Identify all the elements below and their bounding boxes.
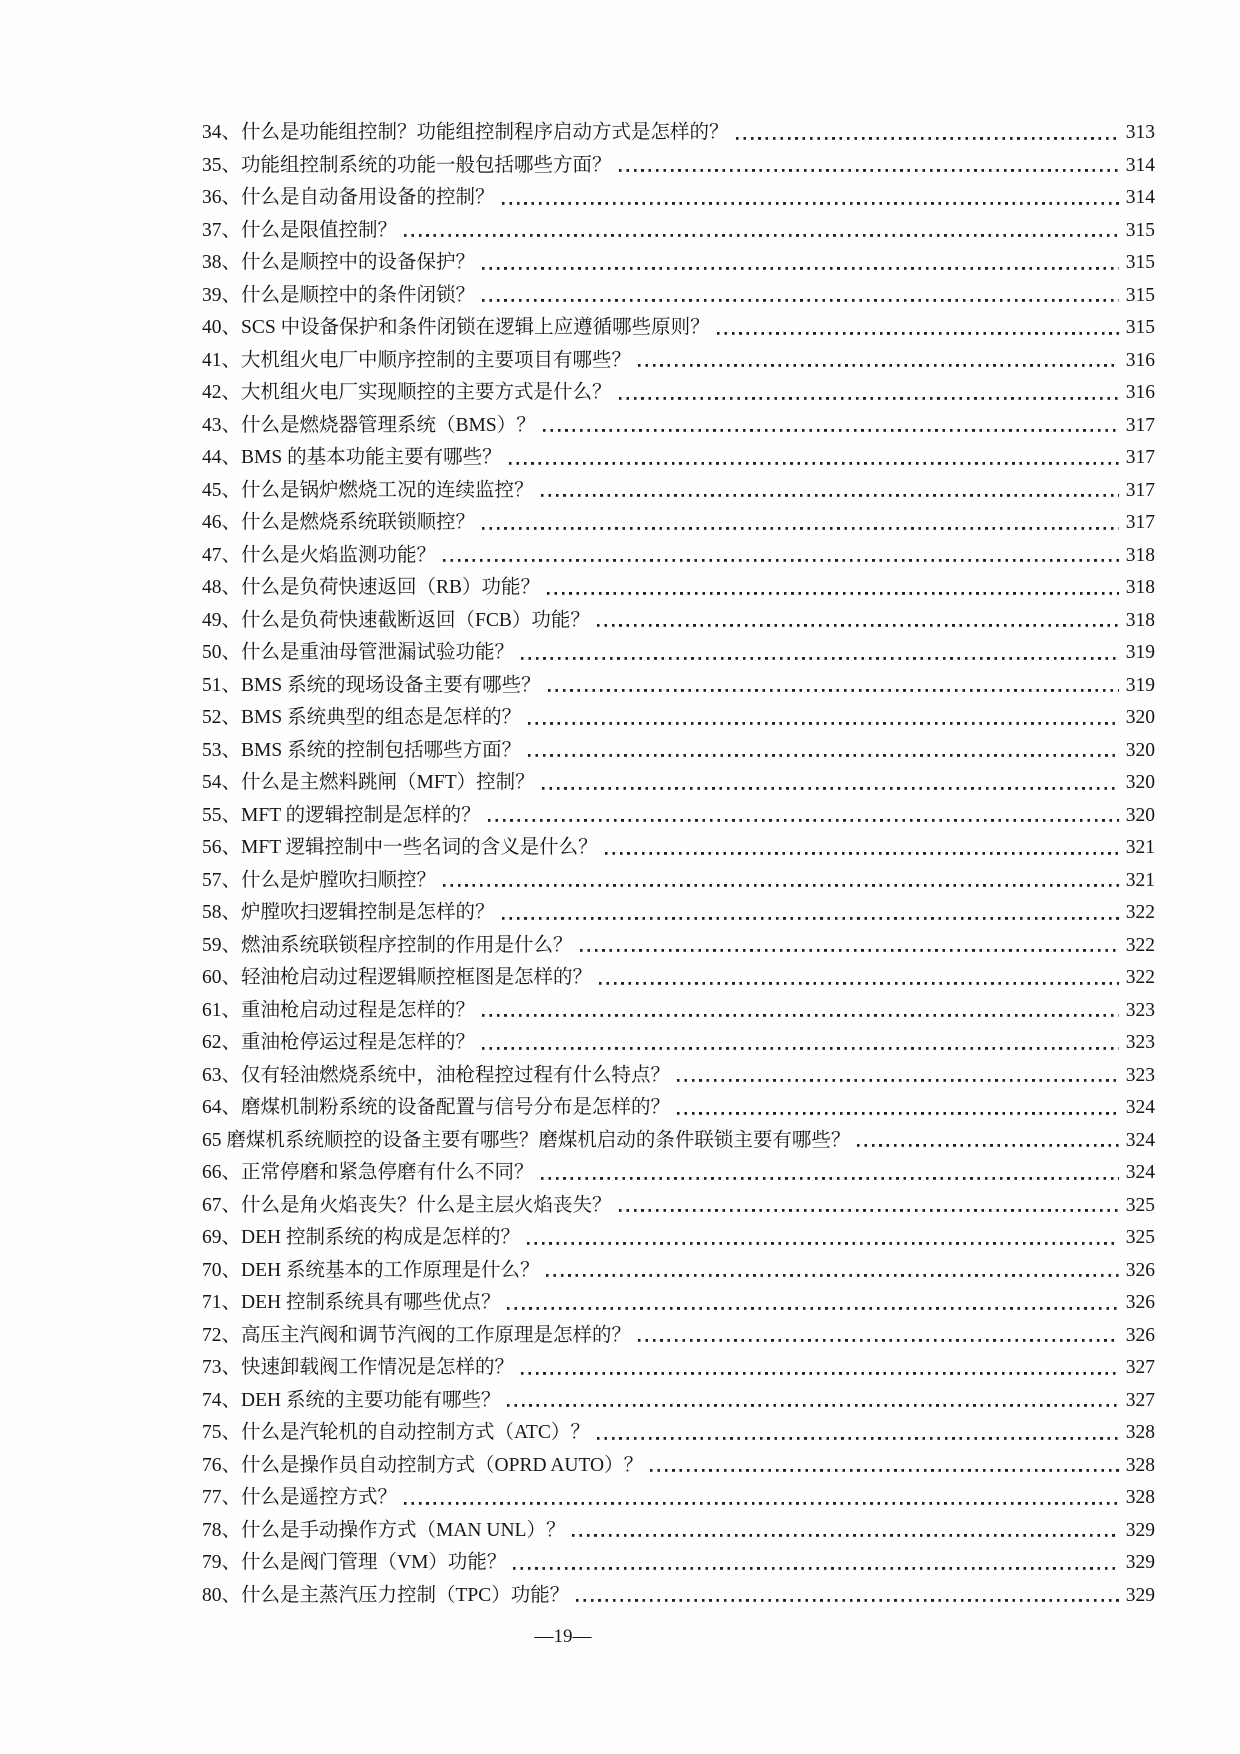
toc-entry-page: 329 [1125,1552,1155,1573]
toc-entry-title: MFT 逻辑控制中一些名词的含义是什么？ [241,837,598,858]
toc-entry-page: 328 [1125,1422,1155,1443]
dot-leader [521,637,1119,670]
toc-entry-page: 326 [1125,1292,1155,1313]
toc-entry[interactable] [202,247,1155,280]
toc-entry[interactable] [202,1092,1155,1125]
toc-entry-page: 318 [1125,544,1155,566]
toc-entry-number: 45、 [202,479,242,501]
dot-leader [638,345,1119,378]
toc-entry-title: 炉膛吹扫逻辑控制是怎样的？ [241,902,495,923]
toc-entry[interactable] [202,930,1155,963]
toc-entry-number: 54、 [202,772,242,793]
toc-entry[interactable] [202,1580,1155,1613]
toc-entry[interactable] [202,1157,1155,1190]
toc-entry-title: SCS 中设备保护和条件闭锁在逻辑上应遵循哪些原则？ [241,317,710,338]
toc-entry[interactable] [202,182,1155,215]
toc-entry-page: 315 [1125,284,1155,306]
toc-entry-page: 315 [1125,317,1155,338]
toc-entry-title: 大机组火电厂实现顺控的主要方式是什么？ [241,382,612,403]
dot-leader [597,1417,1119,1450]
toc-entry-page: 319 [1125,642,1155,663]
toc-entry-number: 56、 [202,837,242,858]
toc-entry-number: 38、 [202,252,242,273]
dot-leader [482,280,1119,313]
toc-entry-page: 317 [1125,414,1155,436]
toc-entry-number: 55、 [202,804,242,826]
toc-entry[interactable] [202,540,1155,573]
toc-entry[interactable] [202,735,1155,768]
toc-entry-number: 62、 [202,1032,242,1053]
dot-leader [541,1157,1119,1190]
toc-entry-number: 75、 [202,1422,242,1443]
dot-leader [572,1515,1119,1548]
toc-entry[interactable] [202,1060,1155,1093]
toc-entry-title: 重油枪停运过程是怎样的？ [241,1032,476,1053]
toc-entry-title: 什么是遥控方式？ [241,1487,398,1508]
toc-entry-title: 什么是燃烧系统联锁顺控？ [241,512,476,533]
toc-entry-number: 47、 [202,544,242,566]
toc-entry-page: 329 [1125,1519,1155,1541]
toc-entry-title: BMS 系统的现场设备主要有哪些？ [241,674,541,696]
toc-entry-page: 315 [1125,219,1155,241]
toc-entry-title: DEH 系统的主要功能有哪些？ [241,1389,501,1411]
toc-entry-page: 322 [1125,967,1155,988]
toc-entry-title: 大机组火电厂中顺序控制的主要项目有哪些？ [241,349,632,371]
dot-leader [619,1190,1119,1223]
toc-entry[interactable] [202,670,1155,703]
toc-entry-page: 315 [1125,252,1155,273]
dot-leader [605,832,1119,865]
toc-entry-number: 65 [202,1129,227,1151]
dot-leader [482,507,1119,540]
toc-entry-number: 61、 [202,999,242,1021]
toc-entry-page: 323 [1125,1064,1155,1086]
toc-entry[interactable] [202,1222,1155,1255]
dot-leader [638,1320,1119,1353]
dot-leader [541,475,1119,508]
dot-leader [507,1385,1119,1418]
toc-entry[interactable] [202,507,1155,540]
toc-entry[interactable] [202,475,1155,508]
toc-entry[interactable] [202,1385,1155,1418]
toc-entry-number: 43、 [202,414,242,436]
toc-entry[interactable] [202,605,1155,638]
toc-entry[interactable] [202,1320,1155,1353]
toc-entry-page: 320 [1125,739,1155,761]
toc-entry-number: 46、 [202,512,242,533]
toc-entry-title: 什么是操作员自动控制方式（OPRD AUTO）？ [241,1454,644,1476]
toc-entry-number: 37、 [202,219,242,241]
toc-entry-title: 重油枪启动过程是怎样的？ [241,999,476,1021]
toc-entry-number: 60、 [202,967,242,988]
toc-entry-page: 317 [1125,479,1155,501]
toc-entry[interactable] [202,800,1155,833]
toc-entry-page: 319 [1125,674,1155,696]
toc-entry-title: DEH 控制系统的构成是怎样的？ [241,1227,520,1248]
toc-entry[interactable] [202,1547,1155,1580]
toc-entry[interactable] [202,280,1155,313]
toc-entry-title: 磨煤机制粉系统的设备配置与信号分布是怎样的？ [241,1097,671,1118]
toc-entry-title: MFT 的逻辑控制是怎样的？ [241,804,481,826]
toc-entry[interactable] [202,312,1155,345]
toc-entry-title: 什么是阀门管理（VM）功能？ [241,1552,507,1573]
dot-leader [528,702,1119,735]
toc-entry[interactable] [202,767,1155,800]
dot-leader [482,995,1119,1028]
toc-entry[interactable] [202,865,1155,898]
toc-entry-title: 什么是主蒸汽压力控制（TPC）功能？ [241,1584,570,1606]
toc-entry-number: 50、 [202,642,242,663]
dot-leader [404,1482,1119,1515]
toc-entry-page: 320 [1125,804,1155,826]
dot-leader [650,1450,1119,1483]
dot-leader [677,1060,1119,1093]
toc-entry[interactable] [202,1417,1155,1450]
toc-entry-page: 328 [1125,1454,1155,1476]
toc-entry-number: 71、 [202,1292,242,1313]
toc-entry[interactable] [202,1482,1155,1515]
toc-entry[interactable] [202,995,1155,1028]
toc-entry-title: 轻油枪启动过程逻辑顺控框图是怎样的？ [241,967,593,988]
toc-entry-page: 316 [1125,382,1155,403]
dot-leader [443,540,1119,573]
toc-entry-number: 70、 [202,1259,242,1281]
toc-entry-title: 什么是炉膛吹扫顺控？ [241,869,437,891]
toc-entry-title: 什么是负荷快速截断返回（FCB）功能？ [241,609,590,631]
toc-entry-title: 高压主汽阀和调节汽阀的工作原理是怎样的？ [241,1324,632,1346]
toc-entry[interactable] [202,345,1155,378]
dot-leader [580,930,1119,963]
toc-entry-number: 69、 [202,1227,242,1248]
toc-entry[interactable] [202,1352,1155,1385]
toc-entry-page: 321 [1125,869,1155,891]
dot-leader [528,735,1119,768]
toc-entry-title: 什么是手动操作方式（MAN UNL）？ [241,1519,566,1541]
toc-entry[interactable] [202,150,1155,183]
toc-entry[interactable] [202,637,1155,670]
dot-leader [597,605,1119,638]
toc-entry[interactable] [202,1515,1155,1548]
dot-leader [548,670,1119,703]
toc-entry-number: 67、 [202,1194,242,1216]
dot-leader [507,1287,1119,1320]
toc-entry-number: 77、 [202,1487,242,1508]
toc-entry-page: 322 [1125,902,1155,923]
dot-leader [527,1222,1119,1255]
toc-entry-title: 快速卸载阀工作情况是怎样的？ [241,1357,515,1378]
toc-entry-number: 40、 [202,317,242,338]
toc-entry-page: 327 [1125,1357,1155,1378]
dot-leader [502,182,1119,215]
dot-leader [488,800,1119,833]
toc-entry-page: 325 [1125,1227,1155,1248]
toc-entry-title: DEH 控制系统具有哪些优点？ [241,1292,501,1313]
toc-entry-number: 78、 [202,1519,242,1541]
toc-entry-page: 324 [1125,1129,1155,1151]
toc-entry-number: 59、 [202,934,242,956]
dot-leader [599,962,1119,995]
toc-entry-number: 39、 [202,284,242,306]
dot-leader [513,1547,1119,1580]
toc-entry-title: BMS 系统典型的组态是怎样的？ [241,707,522,728]
toc-entry-page: 323 [1125,999,1155,1021]
toc-entry-number: 44、 [202,447,242,468]
dot-leader [502,897,1119,930]
toc-entry-number: 76、 [202,1454,242,1476]
toc-entry-title: 磨煤机系统顺控的设备主要有哪些？磨煤机启动的条件联锁主要有哪些？ [226,1129,851,1151]
toc-entry-page: 326 [1125,1259,1155,1281]
toc-entry-title: BMS 的基本功能主要有哪些？ [241,447,502,468]
dot-leader [482,247,1119,280]
toc-entry[interactable] [202,1450,1155,1483]
toc-entry-number: 51、 [202,674,242,696]
toc-entry-page: 320 [1125,772,1155,793]
toc-entry[interactable] [202,442,1155,475]
toc-entry-title: 正常停磨和紧急停磨有什么不同？ [241,1162,534,1183]
toc-entry-title: 燃油系统联锁程序控制的作用是什么？ [241,934,573,956]
toc-entry-page: 317 [1125,512,1155,533]
toc-entry-page: 329 [1125,1584,1155,1606]
toc-entry-page: 314 [1125,154,1155,176]
toc-entry-title: DEH 系统基本的工作原理是什么？ [241,1259,540,1281]
dot-leader [443,865,1119,898]
toc-entry-title: 什么是重油母管泄漏试验功能？ [241,642,515,663]
page-number: —19— [534,1626,592,1647]
toc-entry-title: 什么是自动备用设备的控制？ [241,187,495,208]
toc-entry-page: 327 [1125,1389,1155,1411]
toc-entry-page: 322 [1125,934,1155,956]
page-footer [0,1621,1126,1653]
toc-entry[interactable] [202,1287,1155,1320]
toc-entry-title: 什么是功能组控制？功能组控制程序启动方式是怎样的？ [241,122,729,143]
toc-entry-number: 64、 [202,1097,242,1118]
toc-list [202,117,1155,1612]
dot-leader [736,117,1119,150]
toc-entry-title: 什么是角火焰丧失？什么是主层火焰丧失？ [241,1194,612,1216]
toc-entry-page: 316 [1125,349,1155,371]
dot-leader [677,1092,1119,1125]
toc-entry-number: 57、 [202,869,242,891]
toc-entry-page: 321 [1125,837,1155,858]
toc-entry[interactable] [202,1125,1155,1158]
toc-entry-number: 58、 [202,902,242,923]
toc-entry-title: 什么是汽轮机的自动控制方式（ATC）？ [241,1422,590,1443]
toc-entry-number: 53、 [202,739,242,761]
toc-entry[interactable] [202,897,1155,930]
toc-entry-number: 72、 [202,1324,242,1346]
dot-leader [509,442,1119,475]
dot-leader [482,1027,1119,1060]
toc-entry-title: 什么是限值控制？ [241,219,398,241]
toc-entry-page: 317 [1125,447,1155,468]
toc-entry-page: 325 [1125,1194,1155,1216]
toc-entry-title: 什么是顺控中的条件闭锁？ [241,284,476,306]
toc-entry-number: 49、 [202,609,242,631]
toc-entry-number: 41、 [202,349,242,371]
toc-entry-page: 326 [1125,1324,1155,1346]
toc-entry-page: 324 [1125,1162,1155,1183]
toc-entry[interactable] [202,1190,1155,1223]
dot-leader [404,215,1119,248]
toc-entry-number: 34、 [202,122,242,143]
toc-entry-page: 318 [1125,577,1155,598]
toc-entry-title: 什么是火焰监测功能？ [241,544,437,566]
toc-entry-number: 79、 [202,1552,242,1573]
dot-leader [542,767,1119,800]
dot-leader [619,377,1119,410]
toc-entry-title: 仅有轻油燃烧系统中，油枪程控过程有什么特点？ [241,1064,671,1086]
dot-leader [857,1125,1119,1158]
toc-entry[interactable] [202,832,1155,865]
dot-leader [521,1352,1119,1385]
toc-entry[interactable] [202,117,1155,150]
toc-entry-page: 324 [1125,1097,1155,1118]
toc-entry[interactable] [202,962,1155,995]
toc-entry-number: 52、 [202,707,242,728]
toc-entry-number: 35、 [202,154,242,176]
toc-entry-number: 36、 [202,187,242,208]
toc-entry-title: 功能组控制系统的功能一般包括哪些方面？ [241,154,612,176]
toc-entry-number: 66、 [202,1162,242,1183]
dot-leader [543,410,1119,443]
toc-entry[interactable] [202,410,1155,443]
dot-leader [619,150,1119,183]
toc-entry-page: 318 [1125,609,1155,631]
toc-entry-page: 328 [1125,1487,1155,1508]
toc-entry-title: 什么是主燃料跳闸（MFT）控制？ [241,772,535,793]
dot-leader [576,1580,1119,1613]
toc-entry-number: 63、 [202,1064,242,1086]
toc-entry[interactable] [202,215,1155,248]
toc-entry-number: 48、 [202,577,242,598]
toc-entry-title: BMS 系统的控制包括哪些方面？ [241,739,522,761]
toc-entry[interactable] [202,1255,1155,1288]
toc-entry-page: 313 [1125,122,1155,143]
toc-entry-number: 73、 [202,1357,242,1378]
toc-entry-title: 什么是燃烧器管理系统（BMS）？ [241,414,536,436]
toc-entry-page: 320 [1125,707,1155,728]
toc-entry-page: 314 [1125,187,1155,208]
toc-entry-number: 74、 [202,1389,242,1411]
toc-entry[interactable] [202,1027,1155,1060]
toc-entry-number: 80、 [202,1584,242,1606]
toc-entry-title: 什么是顺控中的设备保护？ [241,252,476,273]
toc-entry[interactable] [202,572,1155,605]
toc-entry-title: 什么是锅炉燃烧工况的连续监控？ [241,479,534,501]
toc-entry-page: 323 [1125,1032,1155,1053]
dot-leader [717,312,1119,345]
toc-entry-title: 什么是负荷快速返回（RB）功能？ [241,577,541,598]
toc-entry[interactable] [202,377,1155,410]
toc-entry[interactable] [202,702,1155,735]
dot-leader [546,1255,1119,1288]
dot-leader [547,572,1119,605]
toc-entry-number: 42、 [202,382,242,403]
